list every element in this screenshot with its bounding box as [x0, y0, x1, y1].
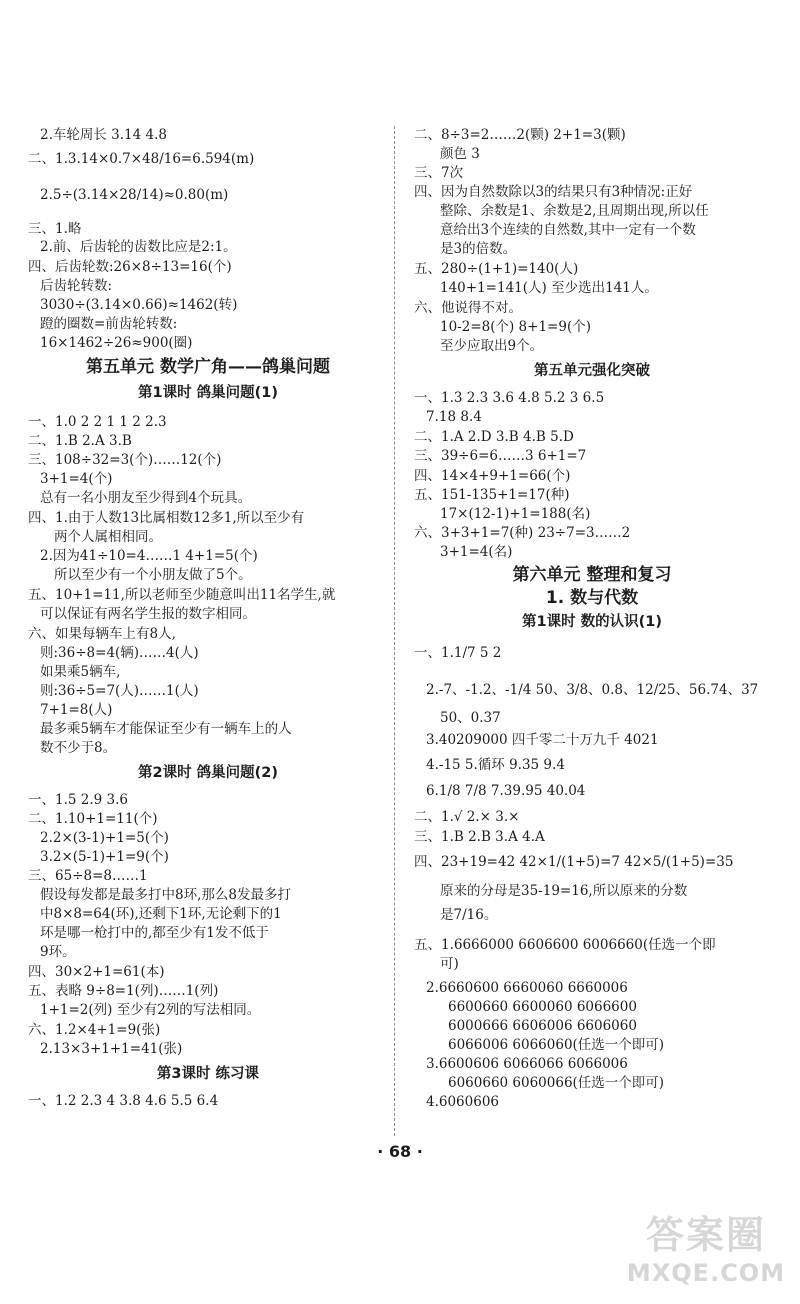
answer-line: 2.5÷(3.14×28/14)≈0.80(m) — [40, 187, 229, 203]
answer-line: 二、1.B 2.A 3.B — [28, 433, 132, 449]
answer-line: 六、如果每辆车上有8人, — [28, 626, 176, 642]
answer-line: 三、7次 — [414, 165, 464, 181]
answer-line: 一、1.1/7 5 2 — [414, 645, 502, 661]
answer-line: 则:36÷8=4(辆)……4(人) — [40, 645, 199, 661]
answer-line: 三、39÷6=6……3 6+1=7 — [414, 448, 587, 464]
answer-line: 二、1.√ 2.× 3.× — [414, 809, 520, 825]
answer-line: 3+1=4(名) — [440, 544, 513, 560]
answer-line: 如果乘5辆车, — [40, 664, 121, 680]
answer-line: 假设每发都是最多打中8环,那么8发最多打 — [40, 887, 291, 903]
unit-heading: 第六单元 整理和复习 — [512, 565, 672, 585]
answer-line: 中8×8=64(环),还剩下1环,无论剩下的1 — [40, 906, 282, 922]
answer-line: 原来的分母是35-19=16,所以原来的分数 — [440, 883, 688, 899]
answer-line: 2.因为41÷10=4……1 4+1=5(个) — [40, 548, 258, 564]
answer-line: 是3的倍数。 — [440, 241, 517, 257]
answer-line: 三、1.B 2.B 3.A 4.A — [414, 829, 545, 845]
answer-line: 五、280÷(1+1)=140(人) — [414, 261, 579, 277]
answer-line: 五、10+1=11,所以老师至少随意叫出11名学生,就 — [28, 587, 336, 603]
answer-line: 2.6660600 6660060 6660006 — [426, 980, 628, 996]
answer-line: 三、1.略 — [28, 221, 82, 237]
page-number: · 68 · — [377, 1142, 423, 1161]
watermark-url: MXQE.COM — [626, 1259, 786, 1287]
answer-line: 三、65÷8=8……1 — [28, 868, 148, 884]
watermark-logo — [618, 1212, 794, 1298]
answer-line: 6000666 6606006 6606060 — [448, 1018, 637, 1034]
answer-line: 140+1=141(人) 至少选出141人。 — [440, 280, 658, 296]
lesson-heading: 第1课时 鸽巢问题(1) — [138, 385, 278, 401]
answer-line: 3.40209000 四千零二十万九千 4021 — [426, 732, 659, 748]
answer-line: 50、0.37 — [440, 710, 501, 726]
answer-line: 四、23+19=42 42×1/(1+5)=7 42×5/(1+5)=35 — [414, 854, 734, 870]
answer-line: 所以至少有一个小朋友做了5个。 — [54, 567, 252, 583]
answer-line: 1+1=2(列) 至少有2列的写法相同。 — [40, 1002, 261, 1018]
answer-line: 6600660 6600060 6066600 — [448, 999, 637, 1015]
answer-line: 可以保证有两名学生报的数字相同。 — [40, 606, 256, 622]
answer-line: 一、1.0 2 2 1 1 2 2.3 — [28, 414, 167, 430]
answer-line: 一、1.2 2.3 4 3.8 4.6 5.5 6.4 — [28, 1093, 219, 1109]
lesson-heading: 第2课时 鸽巢问题(2) — [138, 765, 278, 781]
answer-line: 四、30×2+1=61(本) — [28, 964, 165, 980]
answer-line: 9环。 — [40, 944, 76, 960]
answer-line: 6066006 6066060(任选一个即可) — [448, 1037, 665, 1053]
answer-line: 二、1.3.14×0.7×48/16=6.594(m) — [28, 151, 255, 167]
answer-line: 至少应取出9个。 — [440, 338, 544, 354]
answer-line: 可) — [440, 956, 459, 972]
answer-line: 10-2=8(个) 8+1=9(个) — [440, 319, 591, 335]
answer-line: 7+1=8(人) — [40, 702, 113, 718]
answer-line: 意给出3个连续的自然数,其中一定有一个数 — [440, 222, 696, 238]
answer-line: 五、151-135+1=17(种) — [414, 487, 570, 503]
answer-line: 环是哪一枪打中的,都至少有1发不低于 — [40, 925, 269, 941]
answer-line: 4.6060606 — [426, 1094, 500, 1110]
lesson-heading: 第3课时 练习课 — [156, 1066, 260, 1082]
answer-line: 数不少于8。 — [40, 740, 117, 756]
answer-line: 则:36÷5=7(人)……1(人) — [40, 683, 199, 699]
answer-line: 3+1=4(个) — [40, 471, 113, 487]
answer-line: 16×1462÷26≈900(圈) — [40, 335, 193, 351]
answer-line: 6.1/8 7/8 7.39.95 40.04 — [426, 783, 586, 799]
answer-line: 蹬的圈数=前齿轮转数: — [40, 316, 178, 332]
column-divider — [394, 126, 395, 1136]
watermark-title: 答案圈 — [645, 1213, 766, 1257]
answer-line: 整除、余数是1、余数是2,且周期出现,所以任 — [440, 203, 709, 219]
answer-line: 一、1.5 2.9 3.6 — [28, 792, 128, 808]
answer-line: 六、1.2×4+1=9(张) — [28, 1022, 161, 1038]
answer-line: 2.2×(3-1)+1=5(个) — [40, 830, 169, 846]
answer-line: 2.车轮周长 3.14 4.8 — [40, 127, 167, 143]
answer-line: 六、3+3+1=7(种) 23÷7=3……2 — [414, 525, 631, 541]
answer-line: 五、1.6666000 6606600 6006660(任选一个即 — [414, 937, 716, 953]
answer-line: 2.-7、-1.2、-1/4 50、3/8、0.8、12/25、56.74、37 — [426, 682, 759, 698]
answer-line: 四、因为自然数除以3的结果只有3种情况:正好 — [414, 184, 693, 200]
answer-line: 四、1.由于人数13比属相数12多1,所以至少有 — [28, 510, 305, 526]
answer-line: 二、1.10+1=11(个) — [28, 811, 158, 827]
answer-line: 一、1.3 2.3 3.6 4.8 5.2 3 6.5 — [414, 390, 605, 406]
lesson-heading: 第1课时 数的认识(1) — [522, 614, 662, 630]
answer-line: 3.6600606 6066066 6066006 — [426, 1056, 628, 1072]
unit-heading: 第五单元 数学广角——鸽巢问题 — [86, 357, 330, 377]
answer-line: 四、后齿轮数:26×8÷13=16(个) — [28, 259, 232, 275]
answer-line: 四、14×4+9+1=66(个) — [414, 468, 571, 484]
answer-line: 六、他说得不对。 — [414, 300, 522, 316]
answer-line: 3030÷(3.14×0.66)≈1462(转) — [40, 297, 238, 313]
unit-heading: 1. 数与代数 — [545, 588, 639, 608]
answer-line: 是7/16。 — [440, 907, 498, 923]
answer-line: 最多乘5辆车才能保证至少有一辆车上的人 — [40, 721, 292, 737]
lesson-heading: 第五单元强化突破 — [534, 363, 650, 379]
answer-line: 总有一名小朋友至少得到4个玩具。 — [40, 490, 252, 506]
answer-line: 二、8÷3=2……2(颗) 2+1=3(颗) — [414, 127, 626, 143]
answer-line: 后齿轮转数: — [40, 278, 113, 294]
answer-line: 2.13×3+1+1=41(张) — [40, 1041, 183, 1057]
answer-line: 两个人属相相同。 — [54, 529, 162, 545]
answer-line: 7.18 8.4 — [426, 409, 482, 425]
answer-line: 3.2×(5-1)+1=9(个) — [40, 849, 169, 865]
answer-line: 颜色 3 — [440, 146, 480, 162]
answer-line: 4.-15 5.循环 9.35 9.4 — [426, 757, 565, 773]
answer-line: 二、1.A 2.D 3.B 4.B 5.D — [414, 429, 574, 445]
answer-line: 三、108÷32=3(个)……12(个) — [28, 452, 222, 468]
answer-line: 2.前、后齿轮的齿数比应是2:1。 — [40, 239, 237, 255]
answer-line: 6060660 6060066(任选一个即可) — [448, 1075, 665, 1091]
answer-line: 五、表略 9÷8=1(列)……1(列) — [28, 983, 219, 999]
answer-line: 17×(12-1)+1=188(名) — [440, 506, 591, 522]
